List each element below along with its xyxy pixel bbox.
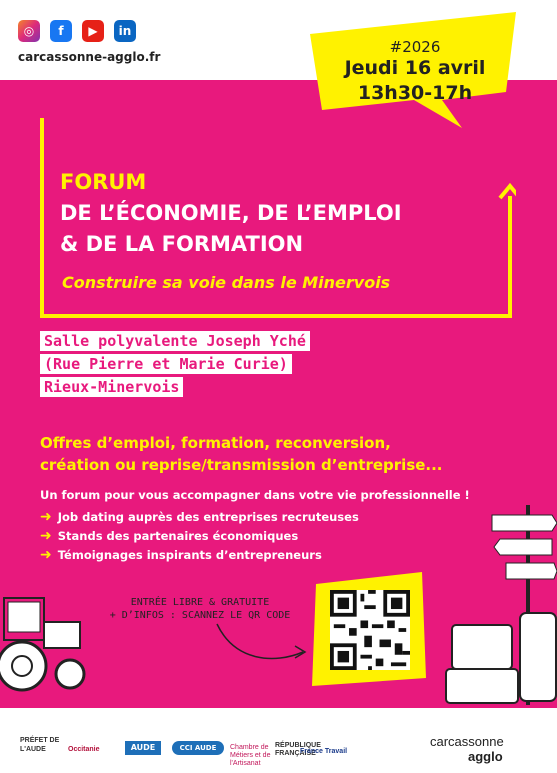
venue-line-2: (Rue Pierre et Marie Curie) (40, 354, 292, 374)
title-line-1: FORUM (60, 170, 147, 194)
event-date: Jeudi 16 avril (344, 57, 486, 79)
intro-text: Un forum pour vous accompagner dans votre vie professionnelle ! (40, 488, 470, 502)
qr-code[interactable] (330, 590, 410, 670)
aude-logo: AUDE (125, 741, 161, 755)
linkedin-icon[interactable]: in (114, 20, 136, 42)
france-travail-logo: France Travail (300, 748, 348, 755)
arrow-icon: ➜ (40, 527, 52, 544)
cma-logo: Chambre de Métiers et de l'Artisanat (230, 744, 271, 767)
offers-line-1: Offres d’emploi, formation, reconversion, (40, 434, 391, 452)
occitanie-logo: Occitanie (68, 746, 100, 753)
republique-logo: RÉPUBLIQUE FRANÇAISE (275, 742, 321, 757)
date-block (325, 38, 505, 106)
forum-title (60, 167, 500, 260)
tractor-illustration (0, 588, 92, 698)
signpost-luggage-illustration (440, 505, 557, 705)
hashtag: #2026 (389, 38, 441, 56)
youtube-icon[interactable]: ▶ (82, 20, 104, 42)
event-hours: 13h30-17h (357, 82, 473, 104)
title-line-3: & DE LA FORMATION (60, 232, 304, 256)
cci-logo: CCI AUDE (172, 741, 224, 755)
venue (40, 331, 310, 400)
arrow-icon: ➜ (40, 546, 52, 563)
subtitle: Construire sa voie dans le Minervois (62, 273, 391, 292)
offers-line-2: création ou reprise/transmission d’entreprise... (40, 456, 443, 474)
list-item (40, 545, 359, 564)
entry-line-2: + D’INFOS : SCANNEZ LE QR CODE (109, 610, 291, 621)
brand-name: carcassonne (430, 734, 504, 749)
bullet-text: Job dating auprès des entreprises recruteuses (57, 509, 359, 524)
venue-line-1: Salle polyvalente Joseph Yché (40, 331, 310, 351)
list-item (40, 526, 359, 545)
brand-suffix: agglo (468, 749, 503, 764)
pointer-arrow (215, 622, 310, 667)
offers-heading (40, 432, 510, 476)
instagram-icon[interactable]: ◎ (18, 20, 40, 42)
list-item (40, 507, 359, 526)
arrow-icon: ➜ (40, 508, 52, 525)
social-links (18, 20, 136, 42)
venue-line-3: Rieux-Minervois (40, 377, 183, 397)
website-link[interactable]: carcassonne-agglo.fr (18, 50, 161, 64)
bullet-text: Témoignages inspirants d’entrepreneurs (57, 547, 322, 562)
prefet-logo: PRÉFET DE L'AUDE (20, 737, 60, 753)
carcassonne-agglo-logo (430, 734, 504, 764)
entry-info (100, 596, 300, 622)
title-line-2: DE L’ÉCONOMIE, DE L’EMPLOI (60, 201, 402, 225)
bullet-list (40, 507, 359, 564)
entry-line-1: ENTRÉE LIBRE & GRATUITE (130, 597, 270, 608)
facebook-icon[interactable]: f (50, 20, 72, 42)
bullet-text: Stands des partenaires économiques (57, 528, 299, 543)
